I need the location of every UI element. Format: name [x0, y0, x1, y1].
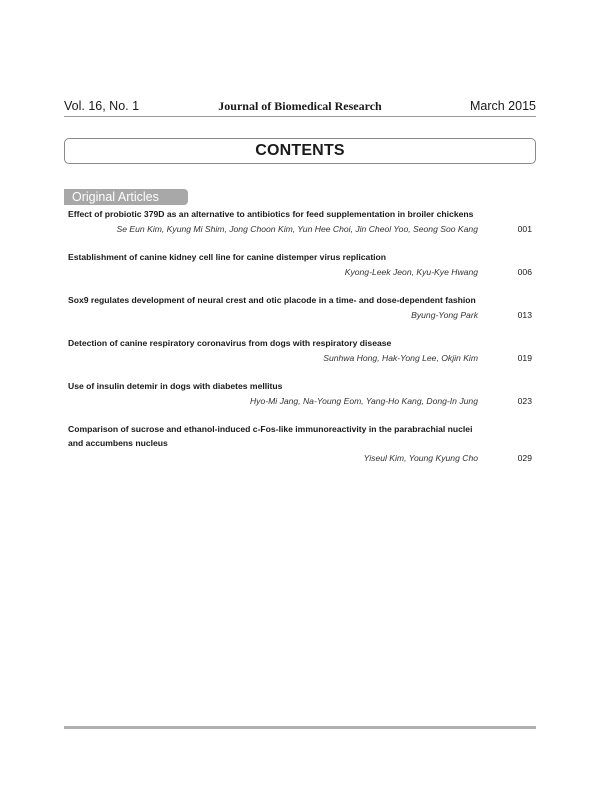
article-title[interactable]: Use of insulin detemir in dogs with diabetes mellitus — [68, 381, 283, 391]
section-label: Original Articles — [64, 189, 188, 205]
article-page: 029 — [517, 453, 532, 463]
article-entry — [68, 250, 532, 279]
article-authors: Yiseul Kim, Young Kyung Cho — [363, 453, 478, 463]
article-entry — [68, 422, 532, 465]
journal-title: Journal of Biomedical Research — [218, 99, 382, 113]
article-entry — [68, 379, 532, 408]
article-page: 023 — [517, 396, 532, 406]
article-page: 019 — [517, 353, 532, 363]
article-entry — [68, 207, 532, 236]
article-authors: Kyong-Leek Jeon, Kyu-Kye Hwang — [344, 267, 478, 277]
article-entry — [68, 293, 532, 322]
article-title[interactable]: Comparison of sucrose and ethanol-induced c-Fos-like immunoreactivity in the parabrachial nuclei and accumbens nucleus — [68, 424, 473, 448]
header-divider — [64, 116, 536, 117]
running-header — [64, 99, 536, 117]
footer-divider — [64, 726, 536, 729]
article-title[interactable]: Sox9 regulates development of neural crest and otic placode in a time- and dose-dependent fashion — [68, 295, 476, 305]
article-authors: Hyo-Mi Jang, Na-Young Eom, Yang-Ho Kang, Dong-In Jung — [249, 396, 478, 406]
contents-heading: CONTENTS — [64, 138, 536, 164]
article-authors: Byung-Yong Park — [411, 310, 478, 320]
article-title[interactable]: Establishment of canine kidney cell line for canine distemper virus replication — [68, 252, 387, 262]
volume-issue: Vol. 16, No. 1 — [64, 99, 140, 113]
article-page: 001 — [517, 224, 532, 234]
article-authors: Sunhwa Hong, Hak-Yong Lee, Okjin Kim — [323, 353, 478, 363]
article-title[interactable]: Detection of canine respiratory coronavirus from dogs with respiratory disease — [68, 338, 392, 348]
article-title[interactable]: Effect of probiotic 379D as an alternative to antibiotics for feed supplementation in broiler chickens — [68, 209, 474, 219]
article-page: 013 — [517, 310, 532, 320]
article-page: 006 — [517, 267, 532, 277]
issue-date: March 2015 — [469, 99, 536, 113]
article-authors: Se Eun Kim, Kyung Mi Shim, Jong Choon Kim, Yun Hee Choi, Jin Cheol Yoo, Seong Soo Kang — [116, 224, 478, 234]
article-entry — [68, 336, 532, 365]
